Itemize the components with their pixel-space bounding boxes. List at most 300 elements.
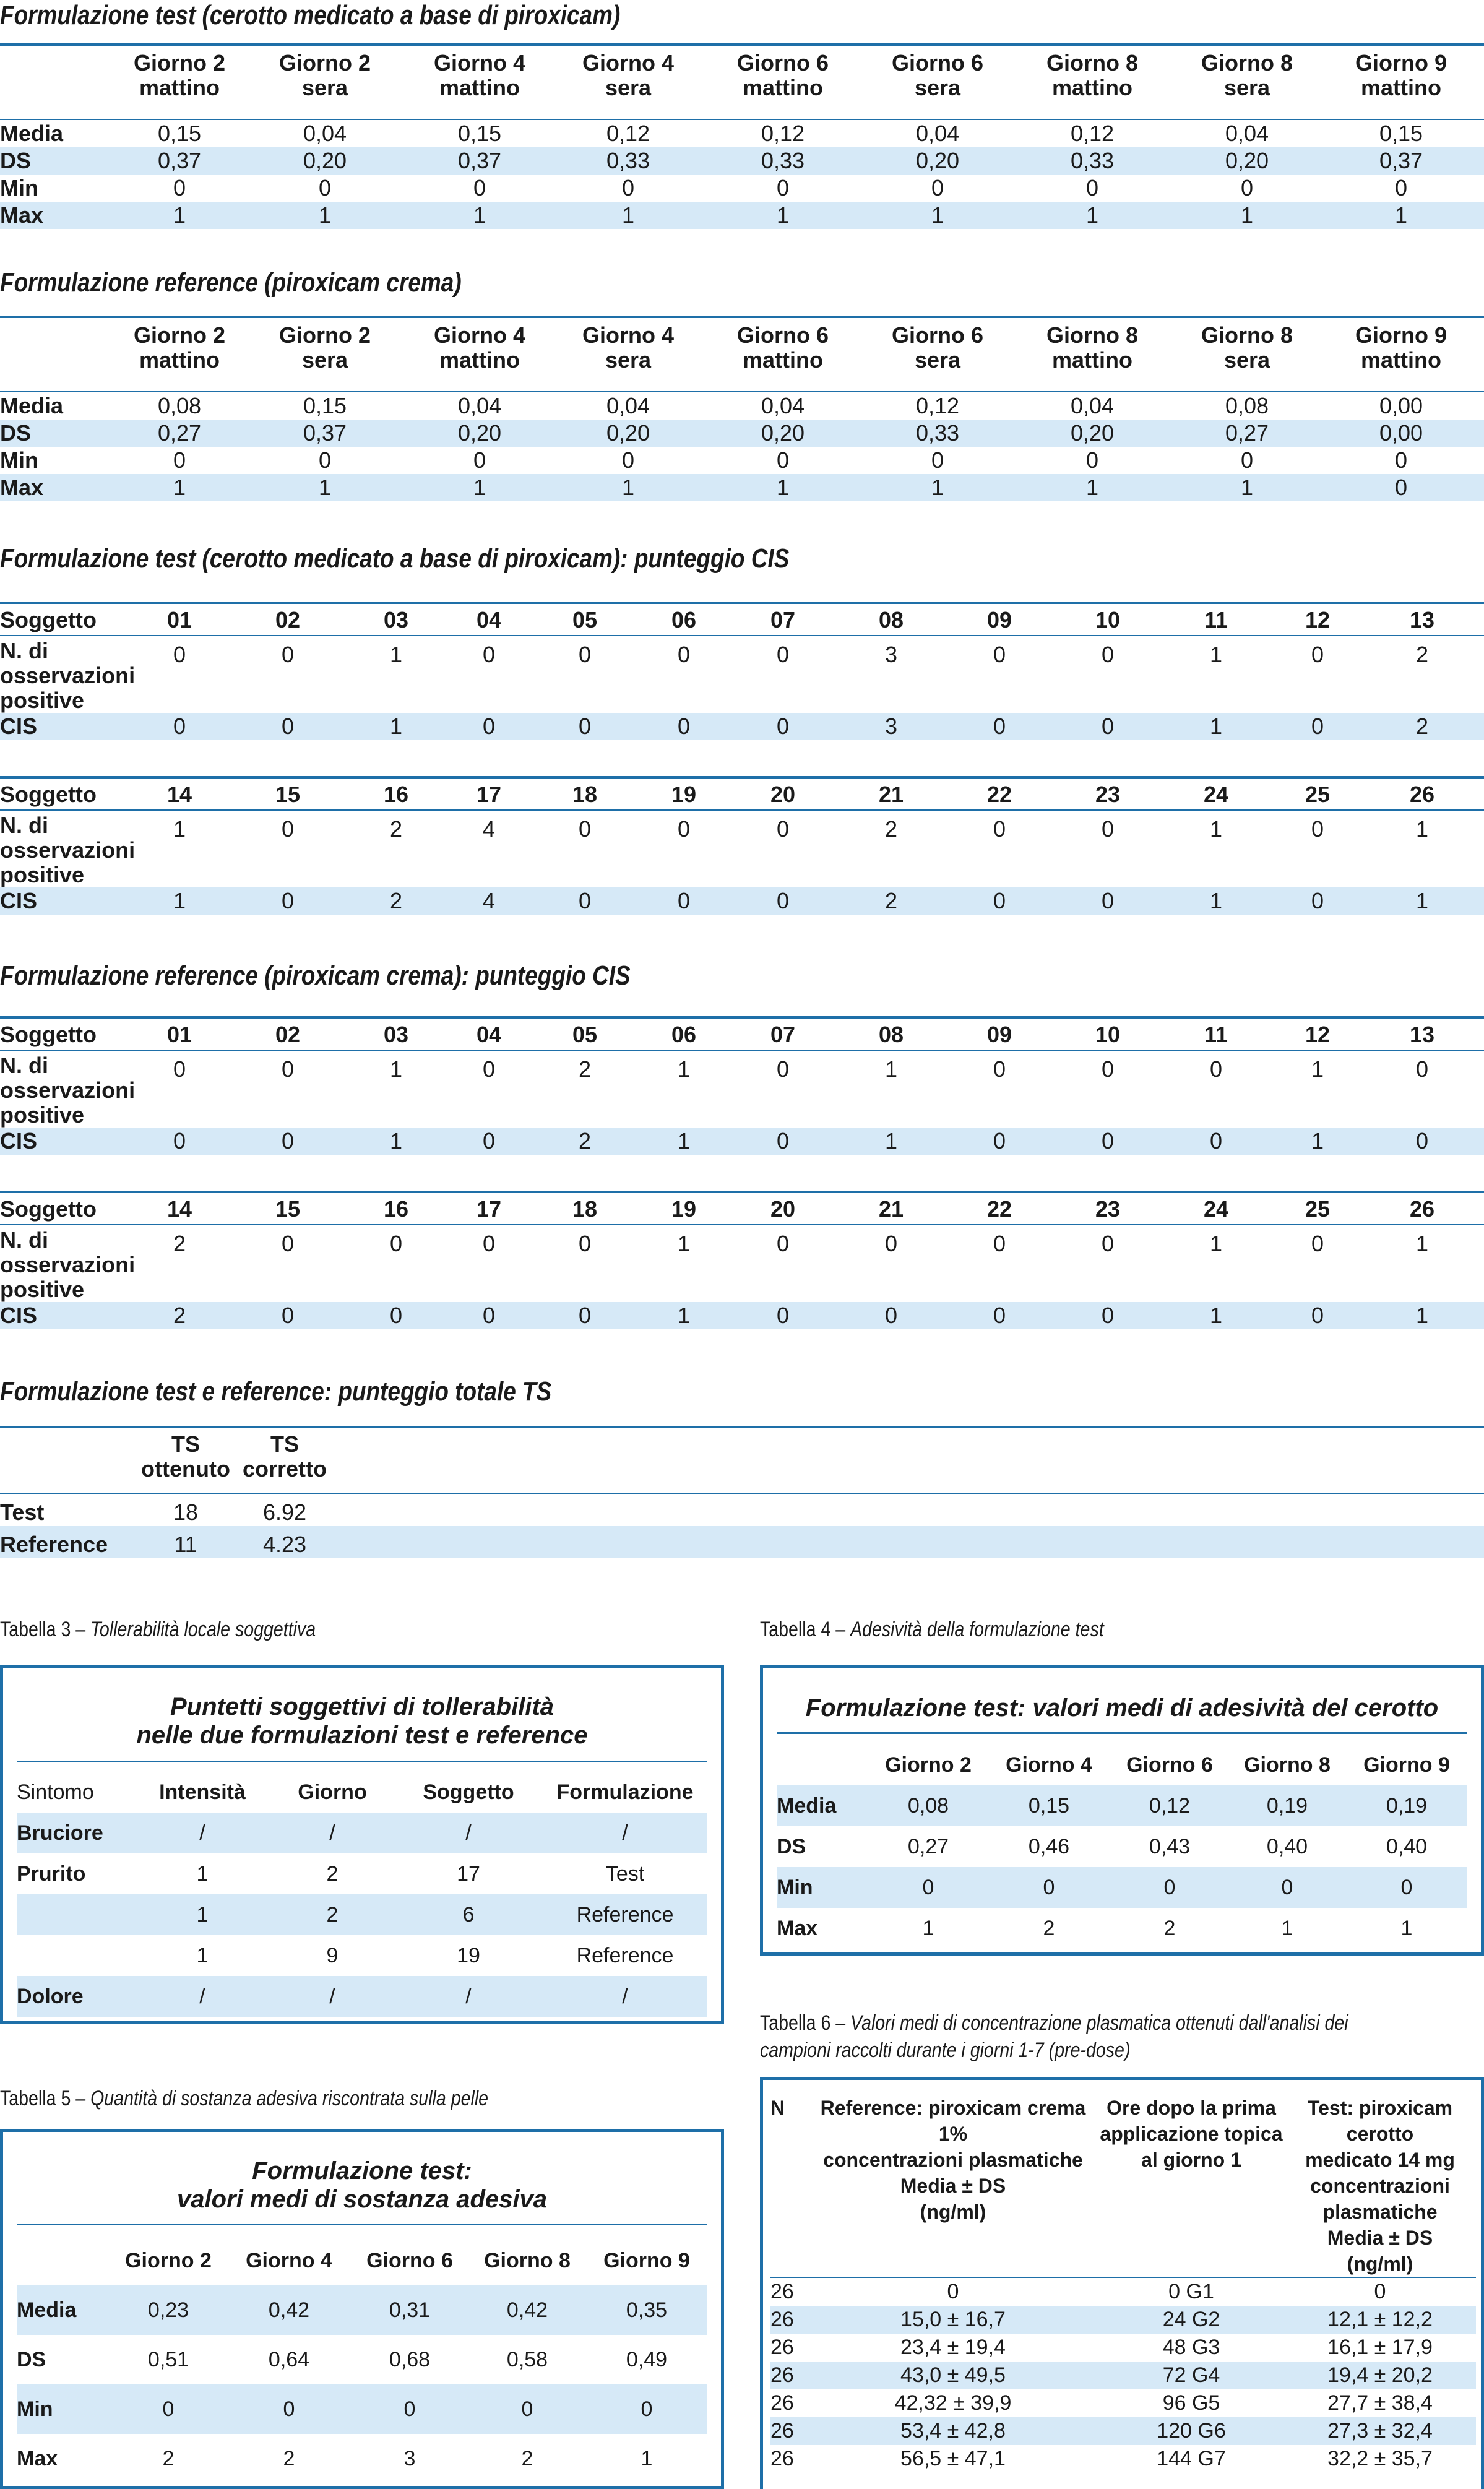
cis-label: CIS: [0, 1302, 124, 1329]
table-cell: 0,04: [915, 121, 960, 146]
tabella4-caption: Tabella 4 – Adesività della formulazione test: [760, 1618, 1104, 1641]
obs-value: 0: [776, 1056, 790, 1082]
obs-value: 0: [1101, 1056, 1115, 1082]
subject-id: 18: [572, 782, 598, 807]
table-cell: 0,40: [1386, 1835, 1428, 1858]
table2: [0, 321, 1484, 501]
obs-value: 1: [173, 816, 186, 842]
subject-id: 06: [671, 1022, 697, 1047]
column-header: Giorno 8: [484, 2249, 571, 2272]
table-row: [0, 120, 1484, 147]
table-cell: 0: [621, 447, 635, 473]
table-cell: 0,20: [557, 420, 699, 447]
cis-label: CIS: [0, 1128, 124, 1155]
tabella6-caption-1: Tabella 6 – Valori medi di concentrazione plasmatica ottenuti dall'analisi dei: [760, 2011, 1348, 2035]
table-cell: 1: [402, 202, 557, 229]
table-cell: 1: [248, 202, 402, 229]
obs-value: 0: [173, 642, 186, 667]
cis-table: [0, 605, 1484, 740]
column-header: Giorno 6 mattino: [736, 322, 829, 373]
cis-value: 0: [124, 1128, 235, 1155]
cis-table: [0, 780, 1484, 915]
cis-value: 0: [1058, 887, 1157, 915]
table-cell: 120 G6: [1098, 2417, 1284, 2445]
obs-value: 1: [1209, 816, 1223, 842]
table-cell: 0,12: [1111, 1785, 1228, 1826]
column-header: Giorno 8 mattino: [1046, 322, 1138, 373]
obs-value: 0: [993, 1231, 1006, 1256]
obs-value: 2: [578, 1056, 592, 1082]
table-cell: 0,37: [248, 420, 402, 447]
obs-value: 0: [776, 1231, 790, 1256]
obs-value: 0: [993, 816, 1006, 842]
cis-value: 0: [842, 1302, 941, 1329]
table-cell: 26: [770, 2391, 794, 2415]
row-label: Test: [0, 1499, 45, 1525]
subject-id: 01: [166, 1022, 192, 1047]
header-blank: [0, 48, 111, 119]
subject-id: 11: [1204, 607, 1228, 632]
column-header: Giorno 4 sera: [582, 50, 674, 100]
table-cell: 0,33: [1009, 147, 1176, 175]
table-cell: 26: [770, 2336, 794, 2359]
table-cell: 0,49: [626, 2348, 668, 2371]
subject-id: 24: [1203, 1196, 1229, 1222]
subject-id: 14: [166, 1196, 192, 1222]
obs-value: 1: [1209, 642, 1223, 667]
cis-value: 2: [842, 887, 941, 915]
table-cell: 0: [1394, 447, 1408, 473]
tabella3-table: [17, 1772, 707, 2017]
subject-id: 17: [476, 782, 502, 807]
subject-id: 11: [1204, 1022, 1228, 1047]
column-header: Ore dopo la prima applicazione topica al giorno 1: [1100, 2097, 1283, 2171]
table-cell: 1: [248, 474, 402, 501]
table-cell: 56,5 ± 47,1: [900, 2447, 1006, 2470]
cis-value: 0: [724, 713, 842, 740]
column-header: Giorno 9 mattino: [1355, 322, 1447, 373]
table-cell: 0: [1374, 2280, 1386, 2303]
obs-value: 1: [884, 1056, 898, 1082]
table-cell: 0,12: [606, 121, 650, 146]
column-header: Giorno 2 mattino: [133, 50, 225, 100]
obs-value: 0: [281, 816, 295, 842]
column-header: Giorno: [298, 1780, 367, 1804]
row-label: Prurito: [17, 1862, 86, 1886]
cis-value: 0: [235, 1302, 340, 1329]
table-row: [0, 175, 1484, 202]
table2-title: Formulazione reference (piroxicam crema): [0, 267, 462, 298]
table-row: [17, 2434, 707, 2483]
subject-id: 20: [770, 782, 796, 807]
column-header: TS corretto: [242, 1431, 327, 1482]
table-cell: 0,42: [227, 2285, 351, 2335]
table-cell: 0,04: [457, 393, 502, 418]
obs-value: 0: [1415, 1056, 1429, 1082]
row-label: Min: [17, 2384, 110, 2434]
subject-id: 16: [383, 1196, 409, 1222]
subject-id: 12: [1305, 607, 1331, 632]
table-cell: 0,15: [303, 393, 347, 418]
subject-id: 10: [1095, 1022, 1121, 1047]
table2-rule: [0, 316, 1484, 318]
cis-value: 1: [124, 887, 235, 915]
table-cell: 0,08: [869, 1785, 987, 1826]
cis-table: [0, 1020, 1484, 1155]
table-row: [17, 2285, 707, 2335]
obs-value: 1: [389, 642, 403, 667]
column-header: Giorno 2: [885, 1753, 972, 1777]
cis-value: 1: [1157, 713, 1275, 740]
table-cell: 0: [1111, 1867, 1228, 1908]
obs-value: 0: [173, 1056, 186, 1082]
table-cell: 1: [922, 1917, 934, 1940]
obs-value: 0: [281, 642, 295, 667]
subject-id: 23: [1095, 1196, 1121, 1222]
row-label: Min: [0, 447, 38, 473]
row-label: Media: [0, 121, 64, 146]
table5-title: Formulazione test e reference: punteggio totale TS: [0, 1376, 552, 1407]
tabella4-box: [760, 1665, 1484, 1956]
table-row: [777, 1867, 1467, 1908]
subject-id: 16: [383, 782, 409, 807]
table-cell: 43,0 ± 49,5: [808, 2362, 1098, 2389]
table-cell: 0,33: [699, 147, 866, 175]
obs-value: 1: [677, 1231, 691, 1256]
row-label: Dolore: [17, 1976, 134, 2017]
header-blank: [17, 2236, 110, 2285]
table-row: [0, 147, 1484, 175]
row-label: Media: [17, 2285, 110, 2335]
cis-value: 1: [1275, 1128, 1360, 1155]
table-cell: 11: [136, 1526, 235, 1558]
obs-value: 0: [1101, 816, 1115, 842]
row-label: Max: [17, 2447, 58, 2470]
table-cell: 24 G2: [1098, 2306, 1284, 2334]
subject-id: 25: [1305, 1196, 1331, 1222]
table-cell: 0: [351, 2384, 468, 2434]
tabella3-title: Puntetti soggettivi di tollerabilità nelle due formulazioni test e reference: [136, 1693, 588, 1749]
table-cell: 32,2 ± 35,7: [1327, 2447, 1433, 2470]
column-header: Giorno 4 sera: [582, 322, 674, 373]
obs-value: 0: [677, 816, 691, 842]
table-cell: /: [394, 1976, 543, 2017]
table-cell: 0,20: [699, 420, 866, 447]
cis-value: 0: [235, 887, 340, 915]
row-label: DS: [0, 420, 111, 447]
table-cell: 0,33: [557, 147, 699, 175]
cis-value: 2: [1360, 713, 1484, 740]
obs-value: 1: [389, 1056, 403, 1082]
table-cell: /: [543, 1813, 707, 1853]
cis-value: 1: [644, 1128, 724, 1155]
obs-value: 1: [1311, 1056, 1324, 1082]
cis-value: 0: [1058, 1302, 1157, 1329]
obs-label: N. di osservazioni positive: [0, 1227, 136, 1302]
table-cell: 26: [770, 2417, 808, 2445]
table-cell: 1: [866, 202, 1009, 229]
table-cell: 0,46: [1028, 1835, 1070, 1858]
table-cell: 0: [173, 175, 186, 201]
table-cell: 1: [111, 202, 248, 229]
table-cell: 1: [111, 474, 248, 501]
table-cell: 0,15: [157, 121, 202, 146]
cis-value: 0: [452, 1302, 526, 1329]
subject-id: 15: [275, 782, 301, 807]
column-header: Giorno 8: [1244, 1753, 1331, 1777]
cis-value: 0: [235, 1128, 340, 1155]
table-cell: 26: [770, 2362, 808, 2389]
table-cell: 0: [931, 447, 944, 473]
tabella5-box: [0, 2129, 724, 2489]
obs-value: 0: [677, 642, 691, 667]
subject-id: 05: [572, 607, 598, 632]
table-cell: 0,00: [1318, 420, 1484, 447]
table-cell: 2: [283, 2447, 295, 2470]
subject-id: 13: [1409, 607, 1435, 632]
subject-id: 01: [166, 607, 192, 632]
column-header: Test: piroxicam cerotto medicato 14 mg concentrazioni plasmatiche Media ± DS (ng/ml): [1305, 2097, 1455, 2275]
table-cell: 0,12: [915, 393, 960, 418]
row-label: Min: [777, 1867, 869, 1908]
subject-id: 09: [986, 1022, 1012, 1047]
table-row: [17, 2335, 707, 2384]
cis-value: 0: [1275, 1302, 1360, 1329]
column-header: Giorno 4: [1006, 1753, 1092, 1777]
table-row: [770, 2445, 1476, 2473]
obs-label: N. di osservazioni positive: [0, 813, 136, 887]
table-cell: 0,12: [761, 121, 805, 146]
table-cell: 12,1 ± 12,2: [1284, 2306, 1476, 2334]
table-row: [0, 420, 1484, 447]
cis-value: 1: [1360, 887, 1484, 915]
table-cell: 1: [557, 474, 699, 501]
table-cell: 0,04: [761, 393, 805, 418]
subject-label: Soggetto: [0, 1022, 97, 1047]
obs-label: N. di osservazioni positive: [0, 638, 136, 713]
cis-value: 0: [340, 1302, 452, 1329]
table-cell: 26: [770, 2306, 808, 2334]
cis-value: 1: [340, 1128, 452, 1155]
table-cell: 18: [173, 1499, 199, 1525]
subject-id: 22: [986, 782, 1012, 807]
obs-value: 4: [482, 816, 496, 842]
subject-id: 05: [572, 1022, 598, 1047]
subject-id: 04: [476, 1022, 502, 1047]
table-cell: 0,64: [268, 2348, 310, 2371]
tabella5-title: Formulazione test: valori medi di sostanza adesiva: [176, 2157, 548, 2213]
tabella3-box: [0, 1665, 724, 2024]
table-cell: 1: [134, 1894, 270, 1935]
table5-rule: [0, 1426, 1484, 1428]
table-row: [0, 447, 1484, 474]
cis-label: CIS: [0, 887, 124, 915]
obs-value: 0: [1311, 816, 1324, 842]
row-label: Max: [0, 474, 111, 501]
table-cell: 0,04: [1225, 121, 1269, 146]
obs-value: 0: [482, 642, 496, 667]
table-cell: 1: [1318, 202, 1484, 229]
column-header: TS ottenuto: [141, 1431, 230, 1482]
table-row: [770, 2362, 1476, 2389]
row-label: Media: [0, 393, 64, 418]
subject-id: 02: [275, 607, 301, 632]
subject-id: 06: [671, 607, 697, 632]
table-cell: Reference: [576, 1944, 674, 1967]
table-cell: 0: [1085, 175, 1099, 201]
column-header: Giorno 6 sera: [891, 50, 983, 100]
subject-id: 02: [275, 1022, 301, 1047]
column-header: Giorno 4 mattino: [433, 322, 525, 373]
obs-value: 0: [578, 816, 592, 842]
cis-rule: [0, 602, 1484, 604]
column-header: Giorno 6 sera: [891, 322, 983, 373]
table-cell: 2: [521, 2447, 533, 2470]
obs-value: 3: [884, 642, 898, 667]
cis-value: 0: [644, 887, 724, 915]
column-header: Giorno 4: [246, 2249, 332, 2272]
table-row: [777, 1826, 1467, 1867]
table-cell: 0: [869, 1867, 987, 1908]
table-cell: 0: [1394, 175, 1408, 201]
table-cell: 6: [394, 1894, 543, 1935]
column-header: Giorno 9 mattino: [1355, 50, 1447, 100]
tabella4-rule: [777, 1732, 1467, 1734]
ts-table: [0, 1430, 1484, 1558]
table-cell: 0,20: [866, 147, 1009, 175]
table-row: [777, 1785, 1467, 1826]
table1-rule: [0, 43, 1484, 46]
table-cell: 0,19: [1346, 1785, 1467, 1826]
table-cell: 0,33: [866, 420, 1009, 447]
cis-value: 0: [1157, 1128, 1275, 1155]
cis-value: 2: [124, 1302, 235, 1329]
obs-value: 0: [776, 816, 790, 842]
obs-value: 0: [482, 1231, 496, 1256]
column-header: Giorno 2: [125, 2249, 212, 2272]
table-cell: 1: [196, 1862, 209, 1886]
table-cell: /: [134, 1976, 270, 2017]
tabella4-table: [777, 1745, 1467, 1949]
table-cell: 0,15: [457, 121, 502, 146]
table-cell: 0: [1228, 1867, 1346, 1908]
table-cell: /: [270, 1976, 394, 2017]
table-cell: 0,27: [907, 1835, 949, 1858]
table-cell: 0: [318, 447, 332, 473]
table-cell: 0,40: [1266, 1835, 1308, 1858]
table-cell: 0: [586, 2384, 707, 2434]
table-cell: 48 G3: [1162, 2336, 1220, 2359]
table-cell: 0: [468, 2384, 586, 2434]
obs-value: 0: [578, 642, 592, 667]
table-cell: 0,12: [1070, 121, 1115, 146]
obs-value: 1: [1415, 816, 1429, 842]
table-cell: 4.23: [235, 1526, 334, 1558]
row-label: [17, 1935, 134, 1976]
table-cell: 1: [402, 474, 557, 501]
column-header: Giorno 6: [1126, 1753, 1213, 1777]
table-row: [770, 2334, 1476, 2362]
cis-value: 2: [340, 887, 452, 915]
table-cell: 0,37: [1318, 147, 1484, 175]
table-cell: 1: [1009, 202, 1176, 229]
table-row: [770, 2417, 1476, 2445]
table-row: [0, 1526, 1484, 1558]
table-cell: 0: [947, 2280, 959, 2303]
cis-value: 1: [842, 1128, 941, 1155]
obs-value: 2: [1415, 642, 1429, 667]
column-header: Soggetto: [423, 1780, 514, 1804]
table-cell: 0,43: [1149, 1835, 1191, 1858]
obs-value: 0: [578, 1231, 592, 1256]
table-row: [17, 1894, 707, 1935]
obs-value: 0: [1101, 642, 1115, 667]
table-cell: 27,7 ± 38,4: [1327, 2391, 1433, 2415]
table-cell: 1: [866, 474, 1009, 501]
cis-value: 0: [941, 887, 1058, 915]
obs-value: 0: [281, 1056, 295, 1082]
table4-title: Formulazione reference (piroxicam crema): punteggio CIS: [0, 960, 631, 991]
table-cell: 0: [621, 175, 635, 201]
table-cell: 0,35: [586, 2285, 707, 2335]
cis-label: CIS: [0, 713, 124, 740]
table-row: [770, 2306, 1476, 2334]
table1-title: Formulazione test (cerotto medicato a base di piroxicam): [0, 0, 621, 30]
subject-id: 12: [1305, 1022, 1331, 1047]
subject-id: 21: [878, 1196, 904, 1222]
subject-id: 03: [383, 607, 409, 632]
table-cell: [334, 1494, 1484, 1526]
row-label: Min: [0, 175, 38, 201]
cis-rule: [0, 1191, 1484, 1193]
table-cell: 42,32 ± 39,9: [894, 2391, 1012, 2415]
cis-value: 0: [724, 1128, 842, 1155]
table-cell: 0,20: [1009, 420, 1176, 447]
column-header: N: [770, 2097, 785, 2119]
obs-value: 0: [1311, 1231, 1324, 1256]
table-row: [17, 1853, 707, 1894]
obs-value: 2: [173, 1231, 186, 1256]
subject-id: 19: [671, 782, 697, 807]
subject-id: 08: [878, 1022, 904, 1047]
subject-id: 07: [770, 607, 796, 632]
table-cell: 0: [110, 2384, 227, 2434]
obs-value: 0: [389, 1231, 403, 1256]
tabella5-caption: Tabella 5 – Quantità di sostanza adesiva riscontrata sulla pelle: [0, 2087, 489, 2110]
subject-id: 03: [383, 1022, 409, 1047]
table-cell: 96 G5: [1162, 2391, 1220, 2415]
obs-value: 2: [389, 816, 403, 842]
subject-id: 24: [1203, 782, 1229, 807]
column-header: Giorno 6 mattino: [736, 50, 829, 100]
subject-id: 04: [476, 607, 502, 632]
row-label: DS: [777, 1835, 806, 1858]
cis-value: 0: [1275, 713, 1360, 740]
column-header: Giorno 9: [603, 2249, 690, 2272]
cis-rule: [0, 776, 1484, 779]
table-cell: 0: [776, 175, 790, 201]
row-label: Bruciore: [17, 1813, 134, 1853]
table1: [0, 48, 1484, 229]
table-cell: 1: [1009, 474, 1176, 501]
tabella6-caption-2: campioni raccolti durante i giorni 1-7 (pre-dose): [760, 2038, 1131, 2062]
table-cell: 0: [473, 447, 486, 473]
table-cell: 17: [457, 1862, 480, 1886]
obs-value: 0: [884, 1231, 898, 1256]
cis-value: 0: [235, 713, 340, 740]
cis-value: 0: [724, 887, 842, 915]
table-cell: 0,08: [157, 393, 202, 418]
